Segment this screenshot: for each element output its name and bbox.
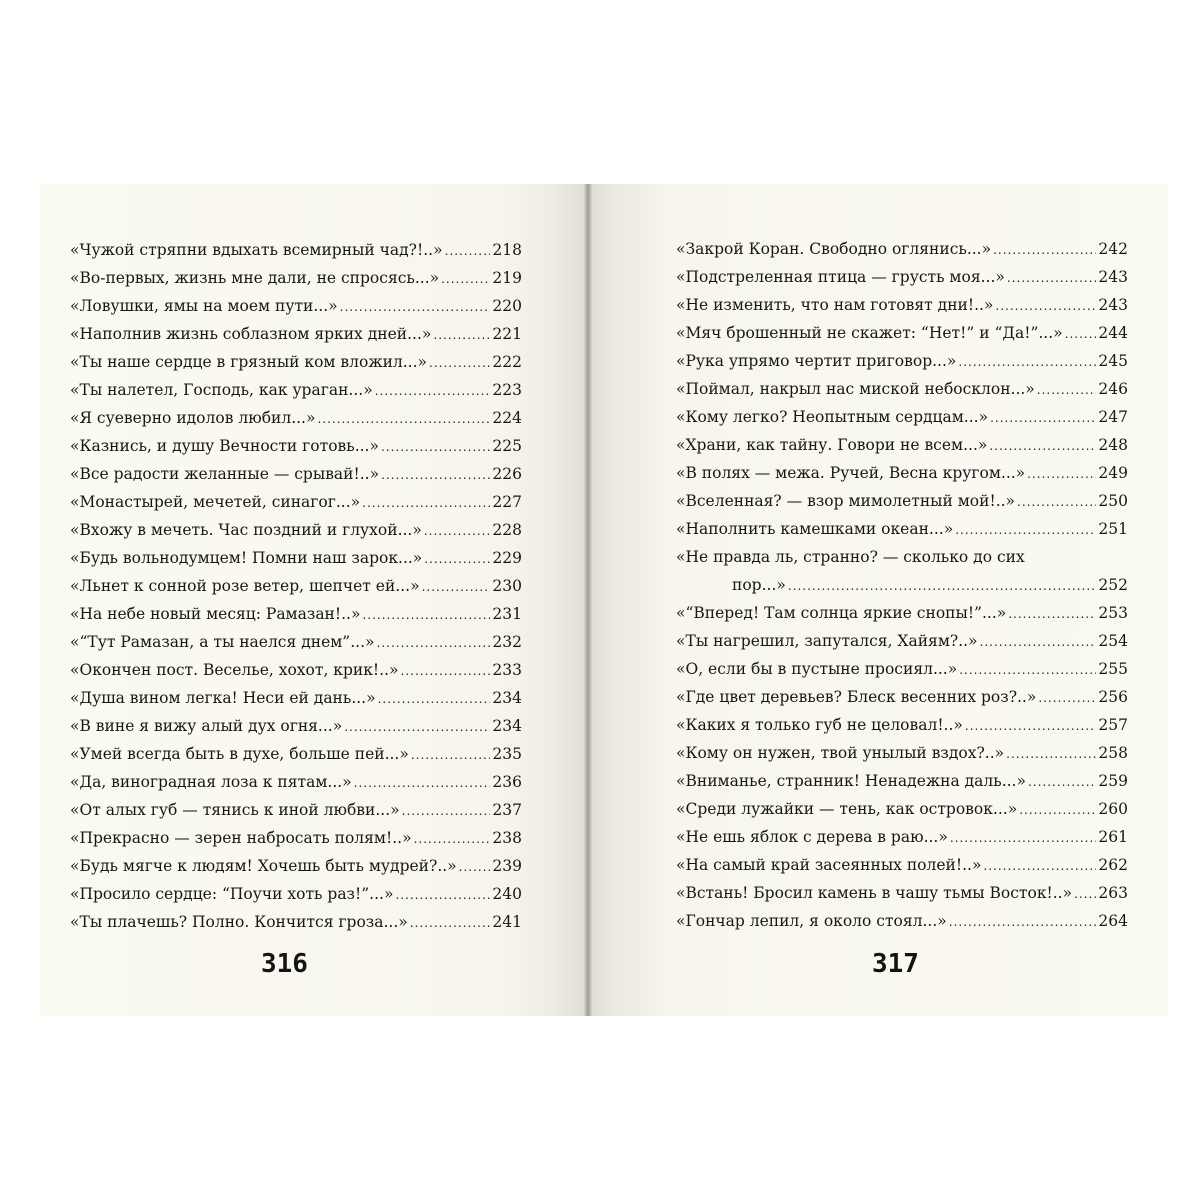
toc-entry <box>676 263 1128 291</box>
toc-entry-title: «Храни, как тайну. Говори не всем...» <box>676 436 988 454</box>
toc-entry-page: 248 <box>1098 436 1128 454</box>
toc-entry-page: 227 <box>492 493 522 511</box>
toc-entry <box>70 768 522 796</box>
toc-entry-title: «Ты плачешь? Полно. Кончится гроза...» <box>70 913 408 931</box>
left-page <box>40 184 588 1016</box>
toc-entry-title: «Льнет к сонной розе ветер, шепчет ей...» <box>70 577 420 595</box>
toc-entry-title: «Все радости желанные — срывай!..» <box>70 465 380 483</box>
toc-entry <box>70 516 522 544</box>
dot-leader <box>381 432 490 461</box>
toc-entry <box>70 348 522 376</box>
toc-entry-title: «Просило сердце: “Поучи хоть раз!”...» <box>70 885 394 903</box>
toc-entry <box>70 712 522 740</box>
toc-entry <box>676 711 1128 739</box>
toc-entry-page: 261 <box>1098 828 1128 846</box>
toc-entry-title: «От алых губ — тянись к иной любви...» <box>70 801 400 819</box>
dot-leader <box>955 515 1096 544</box>
toc-entry <box>70 544 522 572</box>
dot-leader <box>950 823 1097 852</box>
toc-entry-page: 253 <box>1098 604 1128 622</box>
dot-leader <box>989 431 1096 460</box>
dot-leader <box>362 600 490 629</box>
toc-entry-page: 245 <box>1098 352 1128 370</box>
toc-entry-page: 221 <box>492 325 522 343</box>
toc-entry <box>70 460 522 488</box>
toc-entry <box>70 600 522 628</box>
toc-entry <box>676 459 1128 487</box>
toc-entry-title: «Рука упрямо чертит приговор...» <box>676 352 957 370</box>
right-page <box>590 184 1168 1016</box>
toc-entry-title: «Будь мягче к людям! Хочешь быть мудрей?..» <box>70 857 457 875</box>
dot-leader <box>402 796 491 825</box>
toc-entry-page: 236 <box>492 773 522 791</box>
toc-entry-page: 258 <box>1098 744 1128 762</box>
dot-leader <box>958 347 1096 376</box>
toc-entry-title: «Душа вином легка! Неси ей дань...» <box>70 689 376 707</box>
toc-entry-page: 240 <box>492 885 522 903</box>
toc-entry <box>676 907 1128 935</box>
dot-leader <box>980 627 1097 656</box>
toc-entry-page: 232 <box>492 633 522 651</box>
toc-entry <box>70 656 522 684</box>
toc-entry-title: «Чужой стряпни вдыхать всемирный чад?!..» <box>70 241 443 259</box>
toc-entry-page: 219 <box>492 269 522 287</box>
toc-entry-page: 234 <box>492 689 522 707</box>
dot-leader <box>375 376 491 405</box>
toc-entry-title: «Умей всегда быть в духе, больше пей...» <box>70 745 409 763</box>
toc-entry <box>676 487 1128 515</box>
toc-entry <box>70 320 522 348</box>
toc-entry-title: «Вселенная? — взор мимолетный мой!..» <box>676 492 1016 510</box>
toc-entry-page: 243 <box>1098 268 1128 286</box>
toc-entry-page: 231 <box>492 605 522 623</box>
toc-entry-title: «Встань! Бросил камень в чашу тьмы Восток!..» <box>676 884 1073 902</box>
toc-entry-title: «Окончен пост. Веселье, хохот, крик!..» <box>70 661 399 679</box>
dot-leader <box>1065 319 1097 348</box>
toc-entry <box>70 376 522 404</box>
toc-entry-title: «Наполнить камешками океан...» <box>676 520 954 538</box>
open-book <box>40 184 1168 1016</box>
toc-entry <box>70 880 522 908</box>
dot-leader <box>1037 375 1097 404</box>
toc-entry-page: 220 <box>492 297 522 315</box>
toc-entry-title: «Подстреленная птица — грусть моя...» <box>676 268 1005 286</box>
dot-leader <box>949 907 1097 936</box>
toc-entry-title: «О, если бы в пустыне просиял...» <box>676 660 958 678</box>
toc-entry <box>70 824 522 852</box>
toc-entry <box>676 431 1128 459</box>
dot-leader <box>401 656 491 685</box>
toc-entry <box>676 795 1128 823</box>
dot-leader <box>340 292 491 321</box>
dot-leader <box>344 712 490 741</box>
toc-entry-title: «Ловушки, ямы на моем пути...» <box>70 297 338 315</box>
toc-entry <box>676 375 1128 403</box>
toc-entry-page: 250 <box>1098 492 1128 510</box>
toc-entry-page: 223 <box>492 381 522 399</box>
dot-leader <box>429 348 490 377</box>
toc-entry-page: 234 <box>492 717 522 735</box>
toc-entry-page: 264 <box>1098 912 1128 930</box>
toc-entry-page: 237 <box>492 801 522 819</box>
toc-entry <box>676 683 1128 711</box>
toc-entry <box>676 347 1128 375</box>
dot-leader <box>441 264 490 293</box>
dot-leader <box>990 403 1096 432</box>
dot-leader <box>378 684 491 713</box>
toc-entry-page: 252 <box>1098 576 1128 594</box>
toc-entry <box>70 292 522 320</box>
right-toc-list <box>676 235 1128 935</box>
toc-entry-title: «Где цвет деревьев? Блеск весенних роз?..» <box>676 688 1037 706</box>
dot-leader <box>1074 879 1096 908</box>
dot-leader <box>1008 599 1096 628</box>
toc-entry-page: 218 <box>492 241 522 259</box>
toc-entry-page: 226 <box>492 465 522 483</box>
dot-leader <box>965 711 1097 740</box>
toc-entry-title: «Вхожу в мечеть. Час поздний и глухой...» <box>70 521 422 539</box>
toc-entry-page: 235 <box>492 745 522 763</box>
toc-entry <box>676 515 1128 543</box>
toc-entry <box>676 823 1128 851</box>
toc-entry-page: 241 <box>492 913 522 931</box>
toc-entry-title: «На небе новый месяц: Рамазан!..» <box>70 605 361 623</box>
toc-entry-page: 228 <box>492 521 522 539</box>
toc-entry <box>70 264 522 292</box>
dot-leader <box>424 516 491 545</box>
toc-entry <box>676 543 1128 571</box>
book-gutter <box>584 184 592 1016</box>
toc-entry <box>676 879 1128 907</box>
toc-entry-page: 233 <box>492 661 522 679</box>
toc-entry <box>70 684 522 712</box>
toc-entry-title: «Не изменить, что нам готовят дни!..» <box>676 296 994 314</box>
toc-entry-title: «Вниманье, странник! Ненадежна даль...» <box>676 772 1026 790</box>
toc-entry <box>70 852 522 880</box>
dot-leader <box>1038 683 1096 712</box>
toc-entry-title: «Каких я только губ не целовал!..» <box>676 716 963 734</box>
toc-entry-page: 242 <box>1098 240 1128 258</box>
toc-entry-title: «Ты наше сердце в грязный ком вложил...» <box>70 353 428 371</box>
toc-entry-title: «Прекрасно — зерен набросать полям!..» <box>70 829 412 847</box>
toc-entry-title: «Я суеверно идолов любил...» <box>70 409 316 427</box>
toc-entry-page: 229 <box>492 549 522 567</box>
dot-leader <box>459 852 491 881</box>
toc-entry-title: «Поймал, накрыл нас миской небосклон...» <box>676 380 1035 398</box>
toc-entry-title: «Мяч брошенный не скажет: “Нет!” и “Да!”...» <box>676 324 1063 342</box>
toc-entry <box>70 740 522 768</box>
toc-entry-page: 257 <box>1098 716 1128 734</box>
toc-entry-page: 230 <box>492 577 522 595</box>
dot-leader <box>1006 739 1096 768</box>
toc-entry-title: «Будь вольнодумцем! Помни наш зарок...» <box>70 549 423 567</box>
toc-entry-page: 225 <box>492 437 522 455</box>
toc-entry <box>70 404 522 432</box>
toc-entry <box>676 851 1128 879</box>
toc-entry <box>676 655 1128 683</box>
toc-entry-title: «В полях — межа. Ручей, Весна кругом...» <box>676 464 1026 482</box>
toc-entry-title: «“Вперед! Там солнца яркие снопы!”...» <box>676 604 1007 622</box>
toc-entry-title: «Во-первых, жизнь мне дали, не спросясь...» <box>70 269 440 287</box>
toc-entry <box>70 572 522 600</box>
toc-entry-page: 260 <box>1098 800 1128 818</box>
toc-entry <box>70 796 522 824</box>
toc-entry-title: «Закрой Коран. Свободно оглянись...» <box>676 240 992 258</box>
left-page-number: 316 <box>261 949 308 979</box>
toc-entry <box>70 908 522 936</box>
toc-entry-title: «Не правда ль, странно? — сколько до сих <box>676 548 1025 566</box>
dot-leader <box>1028 767 1096 796</box>
toc-entry-title: «Ты налетел, Господь, как ураган...» <box>70 381 373 399</box>
left-toc-list <box>70 236 522 936</box>
toc-entry-page: 246 <box>1098 380 1128 398</box>
dot-leader <box>395 880 490 909</box>
toc-entry <box>676 767 1128 795</box>
toc-entry-page: 239 <box>492 857 522 875</box>
toc-entry-title: «“Тут Рамазан, а ты наелся днем”...» <box>70 633 375 651</box>
toc-entry-page: 251 <box>1098 520 1128 538</box>
dot-leader <box>1019 795 1096 824</box>
toc-entry <box>676 403 1128 431</box>
dot-leader <box>983 851 1096 880</box>
dot-leader <box>410 908 491 937</box>
toc-entry-title: пор...» <box>732 576 786 594</box>
toc-entry <box>676 571 1128 599</box>
toc-entry-page: 259 <box>1098 772 1128 790</box>
dot-leader <box>1007 263 1097 292</box>
toc-entry <box>70 236 522 264</box>
toc-entry-page: 247 <box>1098 408 1128 426</box>
toc-entry-title: «Кому легко? Неопытным сердцам...» <box>676 408 989 426</box>
toc-entry-page: 224 <box>492 409 522 427</box>
dot-leader <box>993 235 1096 264</box>
toc-entry-title: «Да, виноградная лоза к пятам...» <box>70 773 352 791</box>
toc-entry <box>676 235 1128 263</box>
toc-entry <box>676 291 1128 319</box>
dot-leader <box>424 544 490 573</box>
dot-leader <box>445 236 491 265</box>
toc-entry <box>676 319 1128 347</box>
toc-entry-page: 256 <box>1098 688 1128 706</box>
dot-leader <box>1017 487 1096 516</box>
toc-entry-page: 254 <box>1098 632 1128 650</box>
toc-entry-title: «Ты нагрешил, запутался, Хайям?..» <box>676 632 978 650</box>
toc-entry-title: «В вине я вижу алый дух огня...» <box>70 717 343 735</box>
toc-entry-title: «Наполнив жизнь соблазном ярких дней...» <box>70 325 432 343</box>
toc-entry-page: 222 <box>492 353 522 371</box>
dot-leader <box>995 291 1096 320</box>
toc-entry <box>676 627 1128 655</box>
toc-entry <box>70 488 522 516</box>
toc-entry-page: 262 <box>1098 856 1128 874</box>
dot-leader <box>414 824 491 853</box>
toc-entry-title: «Монастырей, мечетей, синагог...» <box>70 493 361 511</box>
toc-entry-title: «Кому он нужен, твой унылый вздох?..» <box>676 744 1005 762</box>
toc-entry-title: «Казнись, и душу Вечности готовь...» <box>70 437 379 455</box>
dot-leader <box>433 320 490 349</box>
dot-leader <box>788 571 1097 600</box>
dot-leader <box>959 655 1096 684</box>
toc-entry-page: 238 <box>492 829 522 847</box>
dot-leader <box>422 572 491 601</box>
dot-leader <box>1027 459 1096 488</box>
toc-entry <box>676 599 1128 627</box>
dot-leader <box>317 404 490 433</box>
toc-entry-title: «Не ешь яблок с дерева в раю...» <box>676 828 948 846</box>
dot-leader <box>411 740 491 769</box>
toc-entry <box>70 628 522 656</box>
toc-entry-title: «Среди лужайки — тень, как островок...» <box>676 800 1018 818</box>
dot-leader <box>354 768 491 797</box>
toc-entry-title: «На самый край засеянных полей!..» <box>676 856 982 874</box>
toc-entry-page: 263 <box>1098 884 1128 902</box>
toc-entry-page: 255 <box>1098 660 1128 678</box>
toc-entry-page: 244 <box>1098 324 1128 342</box>
dot-leader <box>362 488 490 517</box>
dot-leader <box>381 460 490 489</box>
toc-entry-page: 249 <box>1098 464 1128 482</box>
toc-entry-title: «Гончар лепил, я около стоял...» <box>676 912 947 930</box>
toc-entry-page: 243 <box>1098 296 1128 314</box>
toc-entry <box>676 739 1128 767</box>
right-page-number: 317 <box>872 949 919 979</box>
dot-leader <box>377 628 491 657</box>
toc-entry <box>70 432 522 460</box>
